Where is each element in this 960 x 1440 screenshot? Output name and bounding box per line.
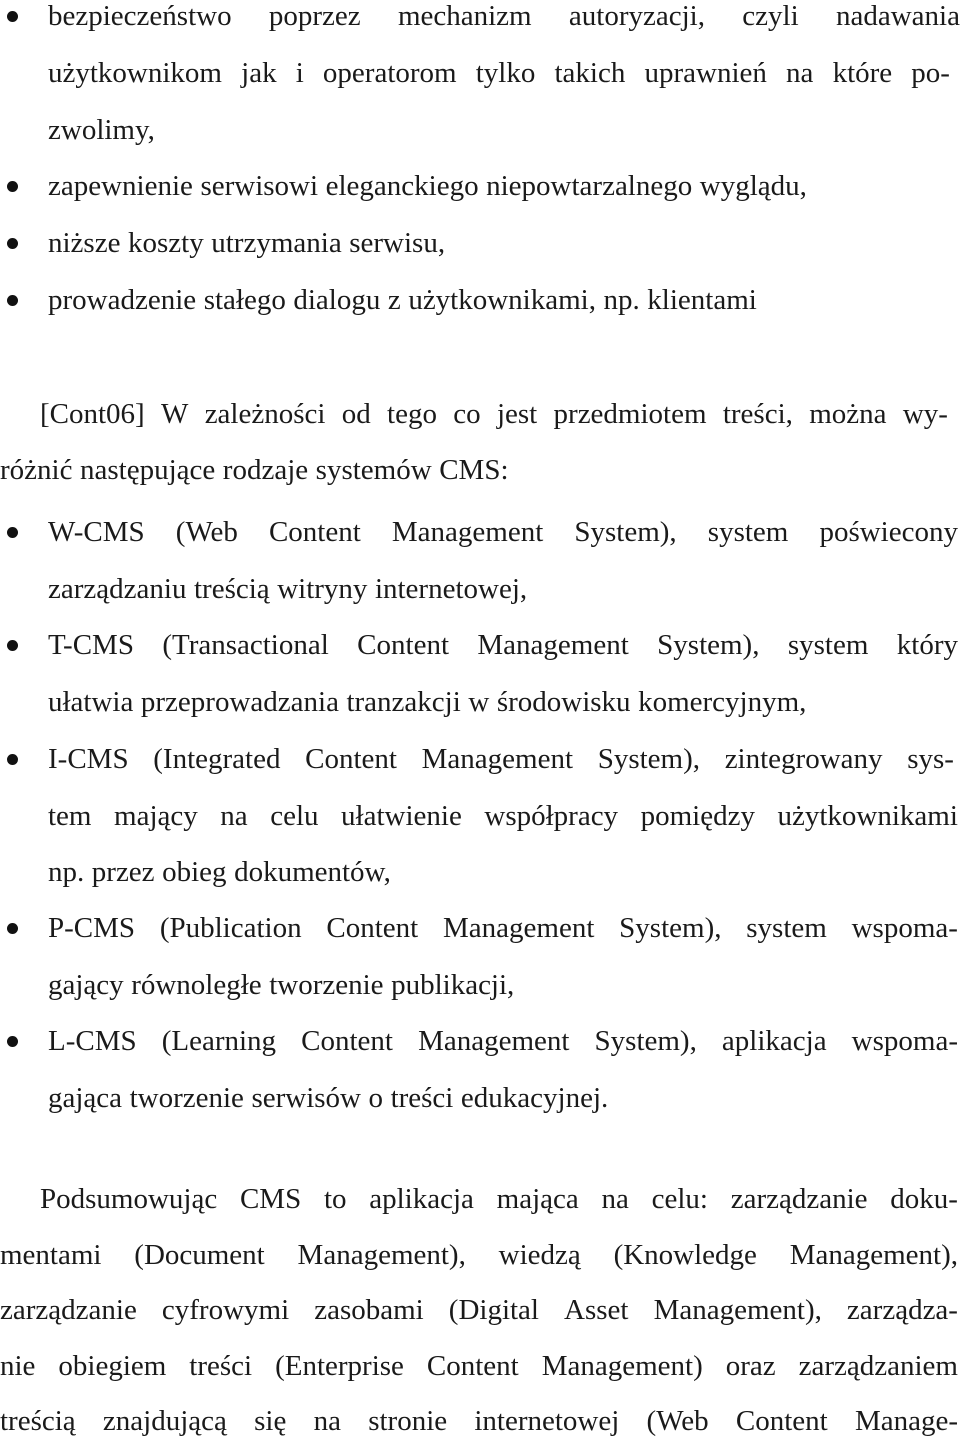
bullet-icon bbox=[7, 527, 18, 538]
text-line: prowadzenie stałego dialogu z użytkownikami, np. klientami bbox=[48, 284, 757, 316]
bullet-icon bbox=[7, 181, 18, 192]
text-line: użytkownikom jak i operatorom tylko takich uprawnień na które po- bbox=[48, 57, 950, 89]
bullet-icon bbox=[7, 295, 18, 306]
text-line: zarządzaniu treścią witryny internetowej, bbox=[48, 573, 528, 605]
text-line: T-CMS (Transactional Content Management System), system który bbox=[48, 629, 958, 661]
text-line: [Cont06] W zależności od tego co jest przedmiotem treści, można wy- bbox=[40, 398, 948, 430]
text-line: nie obiegiem treści (Enterprise Content Management) oraz zarządzaniem bbox=[0, 1350, 958, 1382]
text-line: mentami (Document Management), wiedzą (Knowledge Management), bbox=[0, 1239, 958, 1271]
text-line: bezpieczeństwo poprzez mechanizm autoryzacji, czyli nadawania bbox=[48, 0, 960, 32]
text-line: różnić następujące rodzaje systemów CMS: bbox=[0, 454, 509, 486]
text-line: niższe koszty utrzymania serwisu, bbox=[48, 227, 446, 259]
bullet-icon bbox=[7, 1036, 18, 1047]
text-line: I-CMS (Integrated Content Management System), zintegrowany sys- bbox=[48, 743, 954, 775]
text-line: np. przez obieg dokumentów, bbox=[48, 856, 391, 888]
text-line: P-CMS (Publication Content Management System), system wspoma- bbox=[48, 912, 958, 944]
text-line: treścią znajdującą się na stronie internetowej (Web Content Manage- bbox=[0, 1405, 958, 1437]
text-line: zarządzanie cyfrowymi zasobami (Digital Asset Management), zarządza- bbox=[0, 1294, 958, 1326]
text-line: gająca tworzenie serwisów o treści edukacyjnej. bbox=[48, 1082, 609, 1114]
bullet-icon bbox=[7, 640, 18, 651]
text-line: W-CMS (Web Content Management System), system poświecony bbox=[48, 516, 958, 548]
bullet-icon bbox=[7, 754, 18, 765]
text-line: zwolimy, bbox=[48, 114, 155, 146]
text-line: ułatwia przeprowadzania tranzakcji w środowisku komercyjnym, bbox=[48, 686, 807, 718]
bullet-icon bbox=[7, 238, 18, 249]
bullet-icon bbox=[7, 923, 18, 934]
text-line: Podsumowując CMS to aplikacja mająca na celu: zarządzanie doku- bbox=[40, 1183, 958, 1215]
text-line: zapewnienie serwisowi eleganckiego niepowtarzalnego wyglądu, bbox=[48, 170, 807, 202]
text-line: tem mający na celu ułatwienie współpracy pomiędzy użytkownikami bbox=[48, 800, 958, 832]
text-line: L-CMS (Learning Content Management System), aplikacja wspoma- bbox=[48, 1025, 958, 1057]
bullet-icon bbox=[7, 11, 18, 22]
text-line: gający równoległe tworzenie publikacji, bbox=[48, 969, 515, 1001]
